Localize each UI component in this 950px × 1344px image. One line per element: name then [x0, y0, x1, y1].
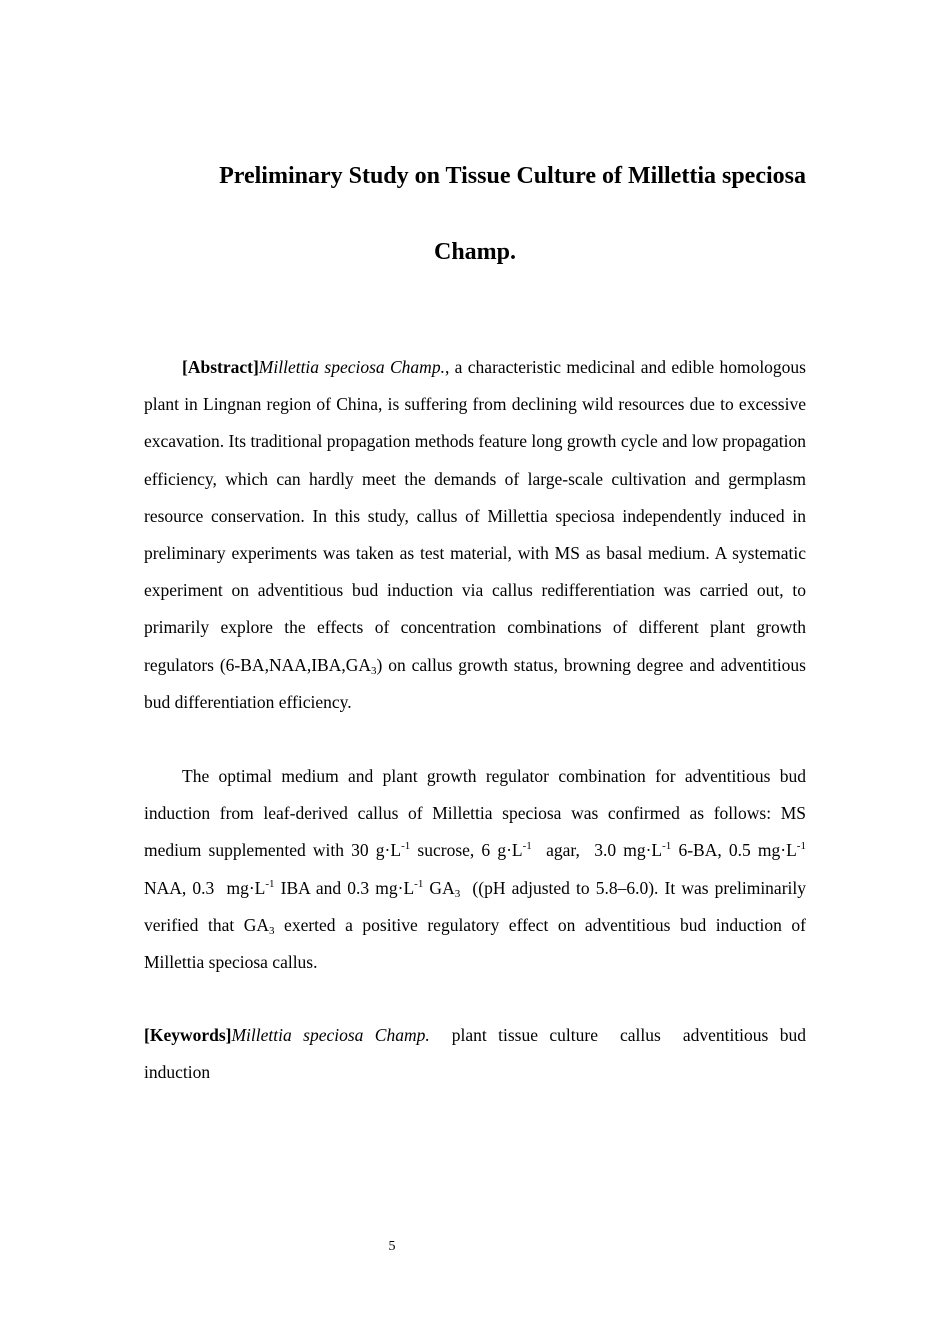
abstract-text: IBA and 0.3 mg·L [274, 877, 415, 898]
abstract-text: NAA, 0.3 mg·L [144, 877, 266, 898]
paper-title-line-2: Champ. [433, 239, 517, 265]
subscript: 3 [454, 887, 461, 900]
superscript: -1 [414, 877, 424, 890]
abstract-text: agar, 3.0 mg·L [531, 840, 663, 861]
keywords-label: [Keywords] [144, 1025, 232, 1045]
keywords-paragraph [144, 1017, 806, 1091]
superscript: -1 [796, 840, 806, 853]
abstract-label: [Abstract] [182, 357, 259, 377]
abstract-text: sucrose, 6 g·L [410, 840, 523, 861]
abstract-paragraph-1 [144, 349, 806, 721]
superscript: -1 [401, 840, 411, 853]
abstract-paragraph-2 [144, 758, 806, 981]
superscript: -1 [522, 840, 532, 853]
abstract-text: ) on callus growth status, browning degree and adventitious bud differentiation efficiency. [144, 654, 806, 712]
keyword: plant tissue culture [451, 1025, 598, 1045]
abstract-species-name: Millettia speciosa Champ. [258, 357, 445, 377]
abstract-text: exerted a positive regulatory effect on adventitious bud induction of Millettia speciosa callus. [144, 914, 806, 973]
keyword-species-name: Millettia speciosa Champ. [231, 1025, 430, 1045]
page-number: 5 [388, 1239, 396, 1254]
abstract-text: The optimal medium and plant growth regulator combination for adventitious bud induction from leaf-derived callus of Millettia speciosa was confirmed as follows: MS medium supplemented with 30 g·L [144, 766, 806, 861]
subscript: 3 [269, 924, 275, 937]
abstract-text: GA [423, 877, 455, 898]
keyword: adventitious bud induction [144, 1025, 806, 1083]
superscript: -1 [662, 840, 672, 853]
abstract-text: ((pH adjusted to 5.8–6.0). It was preliminarily verified that GA [144, 877, 806, 935]
subscript: 3 [371, 664, 377, 677]
abstract-text: , a characteristic medicinal and edible homologous plant in Lingnan region of China, is suffering from declining wild resources due to excessive excavation. Its traditional propagation methods feature long growth cycle and low propagation efficiency, which can hardly meet the demands of large-scale cultivation and germplasm resource conservation. In this study, callus of Millettia speciosa independently induced in preliminary experiments was taken as test material, with MS as basal medium. A systematic experiment on adventitious bud induction via callus redifferentiation was carried out, to primarily explore the effects of concentration combinations of different plant growth regulators (6-BA,NAA,IBA,GA [144, 357, 806, 675]
paper-title-line-1: Preliminary Study on Tissue Culture of Millettia speciosa [219, 163, 806, 189]
keyword: callus [619, 1025, 661, 1045]
abstract-text: 6-BA, 0.5 mg·L [671, 840, 797, 861]
superscript: -1 [265, 877, 275, 890]
